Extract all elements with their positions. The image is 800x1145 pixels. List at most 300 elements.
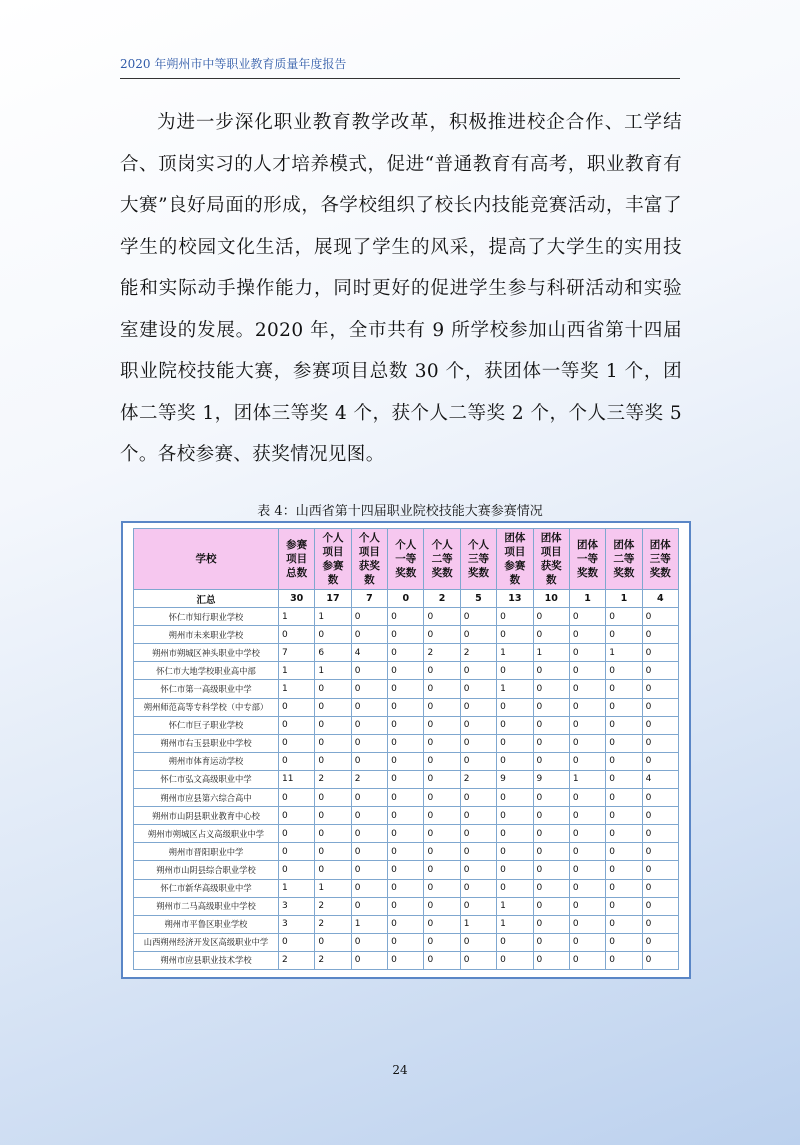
value-cell: 0: [279, 752, 315, 770]
value-cell: 0: [642, 734, 678, 752]
value-cell: 0: [460, 662, 496, 680]
value-cell: 0: [569, 807, 605, 825]
value-cell: 0: [642, 608, 678, 626]
value-cell: 0: [279, 933, 315, 951]
value-cell: 0: [315, 789, 351, 807]
value-cell: 0: [279, 861, 315, 879]
value-cell: 0: [388, 734, 424, 752]
school-name-cell: 朔州师范高等专科学校（中专部）: [134, 698, 279, 716]
value-cell: 0: [569, 879, 605, 897]
school-name-cell: 怀仁市新华高级职业中学: [134, 879, 279, 897]
value-cell: 0: [569, 662, 605, 680]
value-cell: 0: [642, 861, 678, 879]
table-row: [134, 897, 679, 915]
value-cell: 0: [315, 626, 351, 644]
value-cell: 0: [533, 807, 569, 825]
column-header: [315, 529, 351, 590]
value-cell: 0: [569, 843, 605, 861]
value-cell: 0: [315, 752, 351, 770]
table-row: [134, 825, 679, 843]
value-cell: 0: [569, 644, 605, 662]
value-cell: 6: [315, 644, 351, 662]
value-cell: 0: [388, 644, 424, 662]
value-cell: 0: [424, 933, 460, 951]
value-cell: 0: [279, 807, 315, 825]
table-row: [134, 879, 679, 897]
column-header: [388, 529, 424, 590]
value-cell: 0: [388, 608, 424, 626]
value-cell: 0: [606, 861, 642, 879]
value-cell: 1: [460, 915, 496, 933]
value-cell: 0: [351, 933, 387, 951]
column-header: [460, 529, 496, 590]
value-cell: 0: [424, 680, 460, 698]
value-cell: 1: [497, 897, 533, 915]
column-header-label: 个人二等奖数: [431, 539, 453, 579]
value-cell: 0: [497, 933, 533, 951]
body-paragraph: 为进一步深化职业教育教学改革，积极推进校企合作、工学结合、顶岗实习的人才培养模式，促进“普通教育有高考，职业教育有大赛”良好局面的形成，各学校组织了校长内技能竞赛活动，丰富了学生的校园文化生活，展现了学生的风采，提高了大学生的实用技能和实际动手操作能力，同时更好的促进学生参与科研活动和实验室建设的发展。2020 年，全市共有 9 所学校参加山西省第十四届职业院校技能大赛，参赛项目总数 30 个，获团体一等奖 1 个，团体二等奖 1，团体三等奖 4 个，获个人二等奖 2 个，个人三等奖 5 个。各校参赛、获奖情况见图。: [120, 112, 682, 465]
school-name-cell: 朔州市应县第六综合高中: [134, 789, 279, 807]
page-number: 24: [392, 1063, 408, 1077]
value-cell: 0: [569, 626, 605, 644]
value-cell: 17: [315, 590, 351, 608]
column-header: [424, 529, 460, 590]
value-cell: 1: [279, 662, 315, 680]
value-cell: 0: [351, 843, 387, 861]
value-cell: 5: [460, 590, 496, 608]
school-name-cell: 怀仁市大地学校职业高中部: [134, 662, 279, 680]
value-cell: 0: [569, 680, 605, 698]
value-cell: 0: [497, 626, 533, 644]
value-cell: 0: [642, 680, 678, 698]
value-cell: 0: [642, 951, 678, 969]
column-header: [279, 529, 315, 590]
column-header-label: 团体项目参赛数: [504, 532, 526, 586]
value-cell: 0: [642, 752, 678, 770]
value-cell: 0: [424, 807, 460, 825]
value-cell: 1: [279, 680, 315, 698]
value-cell: 0: [351, 861, 387, 879]
value-cell: 0: [351, 734, 387, 752]
column-header: [497, 529, 533, 590]
value-cell: 0: [569, 933, 605, 951]
table-row: [134, 662, 679, 680]
value-cell: 0: [569, 734, 605, 752]
value-cell: 10: [533, 590, 569, 608]
value-cell: 0: [351, 752, 387, 770]
value-cell: 0: [533, 626, 569, 644]
value-cell: 0: [388, 716, 424, 734]
school-name-cell: 朔州市平鲁区职业学校: [134, 915, 279, 933]
value-cell: 0: [388, 680, 424, 698]
value-cell: 0: [424, 770, 460, 788]
value-cell: 2: [279, 951, 315, 969]
value-cell: 0: [569, 698, 605, 716]
value-cell: 0: [569, 789, 605, 807]
value-cell: 0: [424, 734, 460, 752]
value-cell: 0: [279, 734, 315, 752]
value-cell: 0: [388, 789, 424, 807]
table-frame: [121, 521, 691, 979]
school-name-cell: 朔州市朔城区占义高级职业中学: [134, 825, 279, 843]
value-cell: 4: [642, 590, 678, 608]
value-cell: 0: [315, 680, 351, 698]
value-cell: 1: [497, 915, 533, 933]
value-cell: 0: [533, 662, 569, 680]
value-cell: 0: [460, 716, 496, 734]
value-cell: 0: [460, 789, 496, 807]
column-header: [533, 529, 569, 590]
value-cell: 0: [460, 897, 496, 915]
table-row: [134, 861, 679, 879]
value-cell: 0: [315, 716, 351, 734]
value-cell: 0: [388, 897, 424, 915]
value-cell: 0: [642, 843, 678, 861]
value-cell: 9: [533, 770, 569, 788]
value-cell: 0: [569, 861, 605, 879]
column-header: [351, 529, 387, 590]
value-cell: 0: [642, 662, 678, 680]
value-cell: 0: [497, 879, 533, 897]
value-cell: 0: [606, 807, 642, 825]
value-cell: 0: [351, 608, 387, 626]
value-cell: 4: [642, 770, 678, 788]
value-cell: 0: [642, 807, 678, 825]
column-header-label: 团体项目获奖数: [540, 532, 562, 586]
table-row: [134, 698, 679, 716]
value-cell: 0: [388, 807, 424, 825]
value-cell: 0: [642, 716, 678, 734]
value-cell: 0: [424, 915, 460, 933]
value-cell: 0: [642, 644, 678, 662]
value-cell: 0: [351, 789, 387, 807]
value-cell: 2: [424, 644, 460, 662]
value-cell: 0: [388, 590, 424, 608]
value-cell: 9: [497, 770, 533, 788]
value-cell: 0: [642, 933, 678, 951]
value-cell: 0: [351, 662, 387, 680]
value-cell: 0: [424, 698, 460, 716]
value-cell: 0: [569, 825, 605, 843]
value-cell: 0: [388, 843, 424, 861]
table-row: [134, 915, 679, 933]
value-cell: 0: [351, 951, 387, 969]
value-cell: 0: [460, 951, 496, 969]
school-name-cell: 怀仁市巨子职业学校: [134, 716, 279, 734]
value-cell: 0: [351, 698, 387, 716]
value-cell: 2: [315, 951, 351, 969]
value-cell: 3: [279, 897, 315, 915]
value-cell: 0: [315, 734, 351, 752]
value-cell: 0: [606, 770, 642, 788]
value-cell: 0: [533, 752, 569, 770]
table-row: [134, 951, 679, 969]
value-cell: 2: [315, 915, 351, 933]
value-cell: 0: [606, 951, 642, 969]
value-cell: 0: [606, 716, 642, 734]
value-cell: 1: [279, 879, 315, 897]
school-name-cell: 朔州市右玉县职业中学校: [134, 734, 279, 752]
page-header: 2020 年朔州市中等职业教育质量年度报告: [120, 55, 680, 79]
value-cell: 0: [569, 915, 605, 933]
value-cell: 1: [569, 590, 605, 608]
value-cell: 0: [533, 698, 569, 716]
table-row: [134, 789, 679, 807]
value-cell: 0: [642, 825, 678, 843]
value-cell: 11: [279, 770, 315, 788]
value-cell: 0: [388, 752, 424, 770]
school-name-cell: 朔州市山阴县职业教育中心校: [134, 807, 279, 825]
school-name-cell: 朔州市山阴县综合职业学校: [134, 861, 279, 879]
school-name-cell: 朔州市二马高级职业中学校: [134, 897, 279, 915]
value-cell: 0: [388, 861, 424, 879]
value-cell: 0: [642, 879, 678, 897]
value-cell: 0: [424, 951, 460, 969]
school-name-cell: 山西朔州经济开发区高级职业中学: [134, 933, 279, 951]
value-cell: 0: [606, 843, 642, 861]
value-cell: 1: [606, 590, 642, 608]
value-cell: 0: [533, 951, 569, 969]
column-header-label: 个人三等奖数: [467, 539, 489, 579]
value-cell: 0: [460, 734, 496, 752]
value-cell: 0: [642, 626, 678, 644]
value-cell: 0: [606, 734, 642, 752]
value-cell: 1: [315, 879, 351, 897]
table-header-row: [134, 529, 679, 590]
school-name-cell: 怀仁市弘文高级职业中学: [134, 770, 279, 788]
value-cell: 0: [388, 662, 424, 680]
value-cell: 0: [424, 789, 460, 807]
value-cell: 2: [424, 590, 460, 608]
value-cell: 4: [351, 644, 387, 662]
value-cell: 0: [533, 825, 569, 843]
value-cell: 0: [533, 680, 569, 698]
value-cell: 0: [388, 825, 424, 843]
value-cell: 0: [460, 933, 496, 951]
value-cell: 0: [460, 843, 496, 861]
competition-table: [133, 528, 679, 970]
school-name-cell: 朔州市体育运动学校: [134, 752, 279, 770]
value-cell: 0: [351, 680, 387, 698]
value-cell: 0: [388, 933, 424, 951]
value-cell: 0: [533, 789, 569, 807]
value-cell: 1: [279, 608, 315, 626]
school-name-cell: 朔州市晋阳职业中学: [134, 843, 279, 861]
value-cell: 0: [606, 897, 642, 915]
value-cell: 0: [497, 825, 533, 843]
value-cell: 0: [606, 933, 642, 951]
value-cell: 2: [315, 770, 351, 788]
value-cell: 0: [642, 915, 678, 933]
value-cell: 0: [606, 879, 642, 897]
value-cell: 0: [606, 789, 642, 807]
value-cell: 7: [351, 590, 387, 608]
column-header-label: 团体三等奖数: [649, 539, 671, 579]
value-cell: 0: [460, 879, 496, 897]
value-cell: 0: [351, 879, 387, 897]
table-row: [134, 752, 679, 770]
value-cell: 1: [497, 680, 533, 698]
value-cell: 0: [424, 662, 460, 680]
value-cell: 0: [315, 933, 351, 951]
column-header-label: 个人项目参赛数: [322, 532, 344, 586]
value-cell: 0: [424, 825, 460, 843]
table-row: [134, 716, 679, 734]
value-cell: 0: [315, 861, 351, 879]
table-row: [134, 770, 679, 788]
school-name-cell: 朔州市应县职业技术学校: [134, 951, 279, 969]
value-cell: 0: [424, 752, 460, 770]
school-name-cell: 怀仁市知行职业学校: [134, 608, 279, 626]
value-cell: 30: [279, 590, 315, 608]
value-cell: 0: [606, 680, 642, 698]
column-header: [606, 529, 642, 590]
value-cell: 0: [606, 825, 642, 843]
value-cell: 0: [606, 698, 642, 716]
value-cell: 0: [460, 825, 496, 843]
value-cell: 0: [351, 626, 387, 644]
value-cell: 0: [279, 843, 315, 861]
value-cell: 2: [460, 644, 496, 662]
table-row: [134, 608, 679, 626]
column-header-label: 个人一等奖数: [395, 539, 417, 579]
value-cell: 0: [533, 915, 569, 933]
value-cell: 0: [497, 807, 533, 825]
value-cell: 0: [497, 608, 533, 626]
value-cell: 0: [533, 879, 569, 897]
table-row: [134, 644, 679, 662]
value-cell: 0: [424, 861, 460, 879]
value-cell: 0: [351, 807, 387, 825]
value-cell: 0: [424, 843, 460, 861]
value-cell: 0: [497, 861, 533, 879]
value-cell: 0: [315, 698, 351, 716]
table-body: [134, 590, 679, 970]
value-cell: 0: [388, 770, 424, 788]
column-header-label: 团体二等奖数: [613, 539, 635, 579]
value-cell: 0: [606, 626, 642, 644]
column-header-label: 参赛项目总数: [286, 539, 308, 579]
value-cell: 13: [497, 590, 533, 608]
table-row: [134, 843, 679, 861]
value-cell: 0: [424, 879, 460, 897]
value-cell: 0: [533, 716, 569, 734]
value-cell: 0: [642, 698, 678, 716]
table-row: [134, 933, 679, 951]
column-header-label: 团体一等奖数: [577, 539, 599, 579]
value-cell: 0: [569, 752, 605, 770]
value-cell: 0: [315, 825, 351, 843]
value-cell: 0: [279, 698, 315, 716]
value-cell: 1: [351, 915, 387, 933]
value-cell: 0: [460, 608, 496, 626]
value-cell: 0: [497, 951, 533, 969]
value-cell: 0: [388, 626, 424, 644]
value-cell: 0: [497, 789, 533, 807]
value-cell: 1: [497, 644, 533, 662]
total-label: 汇总: [134, 590, 279, 608]
value-cell: 2: [315, 897, 351, 915]
value-cell: 0: [388, 951, 424, 969]
value-cell: 0: [460, 752, 496, 770]
value-cell: 3: [279, 915, 315, 933]
column-header-label: 学校: [195, 553, 217, 565]
value-cell: 0: [460, 698, 496, 716]
column-header: [642, 529, 678, 590]
value-cell: 0: [642, 789, 678, 807]
value-cell: 1: [533, 644, 569, 662]
column-header-label: 个人项目获奖数: [358, 532, 380, 586]
value-cell: 0: [497, 734, 533, 752]
value-cell: 0: [279, 825, 315, 843]
table-row: [134, 807, 679, 825]
value-cell: 0: [424, 716, 460, 734]
value-cell: 0: [388, 915, 424, 933]
value-cell: 0: [569, 897, 605, 915]
value-cell: 0: [569, 716, 605, 734]
value-cell: 7: [279, 644, 315, 662]
value-cell: 0: [279, 716, 315, 734]
value-cell: 0: [460, 807, 496, 825]
value-cell: 0: [606, 662, 642, 680]
value-cell: 0: [533, 843, 569, 861]
value-cell: 0: [279, 789, 315, 807]
value-cell: 0: [351, 897, 387, 915]
value-cell: 0: [533, 608, 569, 626]
value-cell: 0: [497, 716, 533, 734]
value-cell: 0: [569, 951, 605, 969]
value-cell: 0: [424, 897, 460, 915]
value-cell: 0: [460, 626, 496, 644]
value-cell: 0: [351, 825, 387, 843]
value-cell: 0: [497, 752, 533, 770]
value-cell: 0: [279, 626, 315, 644]
value-cell: 0: [388, 879, 424, 897]
value-cell: 0: [351, 716, 387, 734]
value-cell: 0: [533, 861, 569, 879]
value-cell: 0: [315, 843, 351, 861]
table-caption: 表 4：山西省第十四届职业院校技能大赛参赛情况: [257, 504, 543, 519]
school-name-cell: 朔州市未来职业学校: [134, 626, 279, 644]
value-cell: 1: [315, 608, 351, 626]
value-cell: 0: [424, 626, 460, 644]
value-cell: 0: [315, 807, 351, 825]
value-cell: 0: [388, 698, 424, 716]
value-cell: 0: [533, 933, 569, 951]
value-cell: 1: [569, 770, 605, 788]
value-cell: 1: [606, 644, 642, 662]
value-cell: 0: [569, 608, 605, 626]
table-row: [134, 626, 679, 644]
value-cell: 0: [497, 698, 533, 716]
school-name-cell: 朔州市朔城区神头职业中学校: [134, 644, 279, 662]
school-name-cell: 怀仁市第一高级职业中学: [134, 680, 279, 698]
total-row: [134, 590, 679, 608]
value-cell: 0: [424, 608, 460, 626]
value-cell: 0: [460, 680, 496, 698]
value-cell: 0: [533, 897, 569, 915]
value-cell: 1: [315, 662, 351, 680]
value-cell: 2: [460, 770, 496, 788]
value-cell: 2: [351, 770, 387, 788]
value-cell: 0: [460, 861, 496, 879]
column-header: [569, 529, 605, 590]
value-cell: 0: [606, 608, 642, 626]
value-cell: 0: [497, 843, 533, 861]
value-cell: 0: [533, 734, 569, 752]
column-header-school: [134, 529, 279, 590]
value-cell: 0: [642, 897, 678, 915]
